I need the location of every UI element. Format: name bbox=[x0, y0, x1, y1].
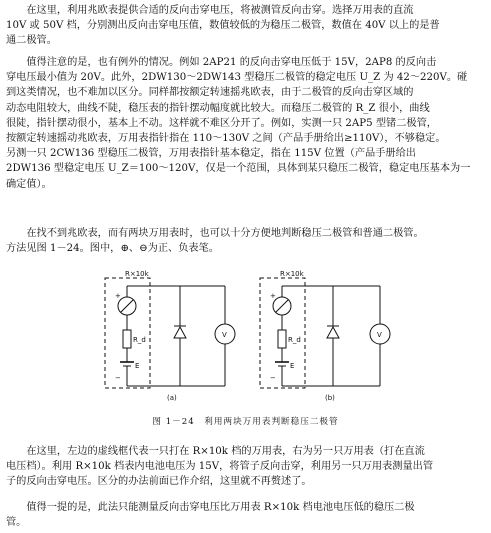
text-line: 在这里，利用兆欧表提供合适的反向击穿电压，将被测管反向击穿。选择万用表的直流 bbox=[6, 5, 414, 16]
e-label-b: E bbox=[290, 362, 295, 370]
zener-diode-b-icon bbox=[327, 327, 339, 338]
text-line: 10V 或 50V 档，分别测出反向击穿电压值，数值较低的为稳压二极管，数值在 40V 以上的是普 bbox=[6, 20, 440, 32]
minus-label-a: − bbox=[115, 374, 121, 382]
resistor-rd-a bbox=[123, 330, 131, 348]
rd-label-b: R_d bbox=[288, 336, 301, 344]
sub-label-a: (a) bbox=[167, 394, 177, 402]
text-line: 穿电压最小值为 20V。此外，2DW130～2DW143 型稳压二极管的稳定电压 U_Z 为 42～220V。碰 bbox=[6, 72, 468, 84]
text-line: 值得一提的是，此法只能测量反向击穿电压比万用表 R×10k 档电池电压低的稳压二极 bbox=[6, 502, 415, 513]
plus-label-a: + bbox=[115, 292, 121, 300]
circuit-figure bbox=[95, 268, 395, 418]
e-label-a: E bbox=[135, 362, 140, 370]
text-line: 管。 bbox=[6, 517, 27, 529]
minus-label-b: − bbox=[270, 374, 276, 382]
text-line: 另测一只 2CW136 型稳压二极管，万用表指针基本稳定，指在 115V 位置（产品手册给出 bbox=[6, 148, 416, 160]
text-line: 在找不到兆欧表，而有两块万用表时，也可以十分方便地判断稳压二极管和普通二极管。 bbox=[6, 228, 424, 239]
text-line: 按额定转速摇动兆欧表，万用表指针指在 110～130V 之间（产品手册给出≥110V），不够稳定。 bbox=[6, 133, 446, 145]
sub-label-b: (b) bbox=[325, 394, 335, 402]
text-line: 在这里，左边的虚线框代表一只打在 R×10k 档的万用表，右为另一只万用表（打在直流 bbox=[6, 446, 425, 457]
text-line: 确定值）。 bbox=[6, 178, 52, 190]
text-line: 动态电阻较大，曲线不陡，稳压表的指针摆动幅度就比较大。而稳压二极管的 R_Z 很小，曲线 bbox=[6, 102, 430, 114]
text-line: 电压档）。利用 R×10k 档表内电池电压为 15V，将管子反向击穿，利用另一只万用表测量出管 bbox=[6, 461, 434, 473]
text-line: 通二极管。 bbox=[6, 35, 57, 47]
text-line: 值得注意的是，也有例外的情况。例如 2AP21 的反向击穿电压低于 15V，2AP8 的反向击 bbox=[6, 57, 437, 68]
v-label-b: V bbox=[377, 331, 382, 339]
text-line: 方法见图 1－24。图中，⊕、⊖为正、负表笔。 bbox=[6, 243, 219, 255]
rd-label-a: R_d bbox=[133, 336, 146, 344]
paragraph-5 bbox=[6, 500, 486, 530]
figure-caption: 图 1－24 利用两块万用表判断稳压二极管 bbox=[152, 417, 339, 427]
text-line: 2DW136 型稳定电压 U_Z＝100～120V，仅是一个范围，具体到某只稳压二极管，稳定电压基本为一 bbox=[6, 163, 471, 175]
plus-label-b: + bbox=[270, 292, 276, 300]
paragraph-4 bbox=[6, 444, 486, 490]
range-label-a: R×10k bbox=[125, 270, 149, 278]
zener-diode-a-icon bbox=[174, 327, 186, 338]
text-line: 子的反向击穿电压。区分的办法前面已作介绍，这里就不再赘述了。 bbox=[6, 476, 312, 488]
range-label-b: R×10k bbox=[280, 270, 304, 278]
paragraph-1 bbox=[6, 3, 486, 49]
paragraph-2 bbox=[6, 55, 486, 192]
v-label-a: V bbox=[222, 331, 227, 339]
paragraph-3 bbox=[6, 226, 486, 256]
resistor-rd-b bbox=[278, 330, 286, 348]
text-line: 到这类情况，也不难加以区分。同样都按额定转速摇兆欧表，由于二极管的反向击穿区域的 bbox=[6, 87, 414, 99]
text-line: 很陡，指针摆动很小，基本上不动。这样就不难区分开了。例如，实测一只 2AP5 型锗二极管， bbox=[6, 117, 437, 129]
